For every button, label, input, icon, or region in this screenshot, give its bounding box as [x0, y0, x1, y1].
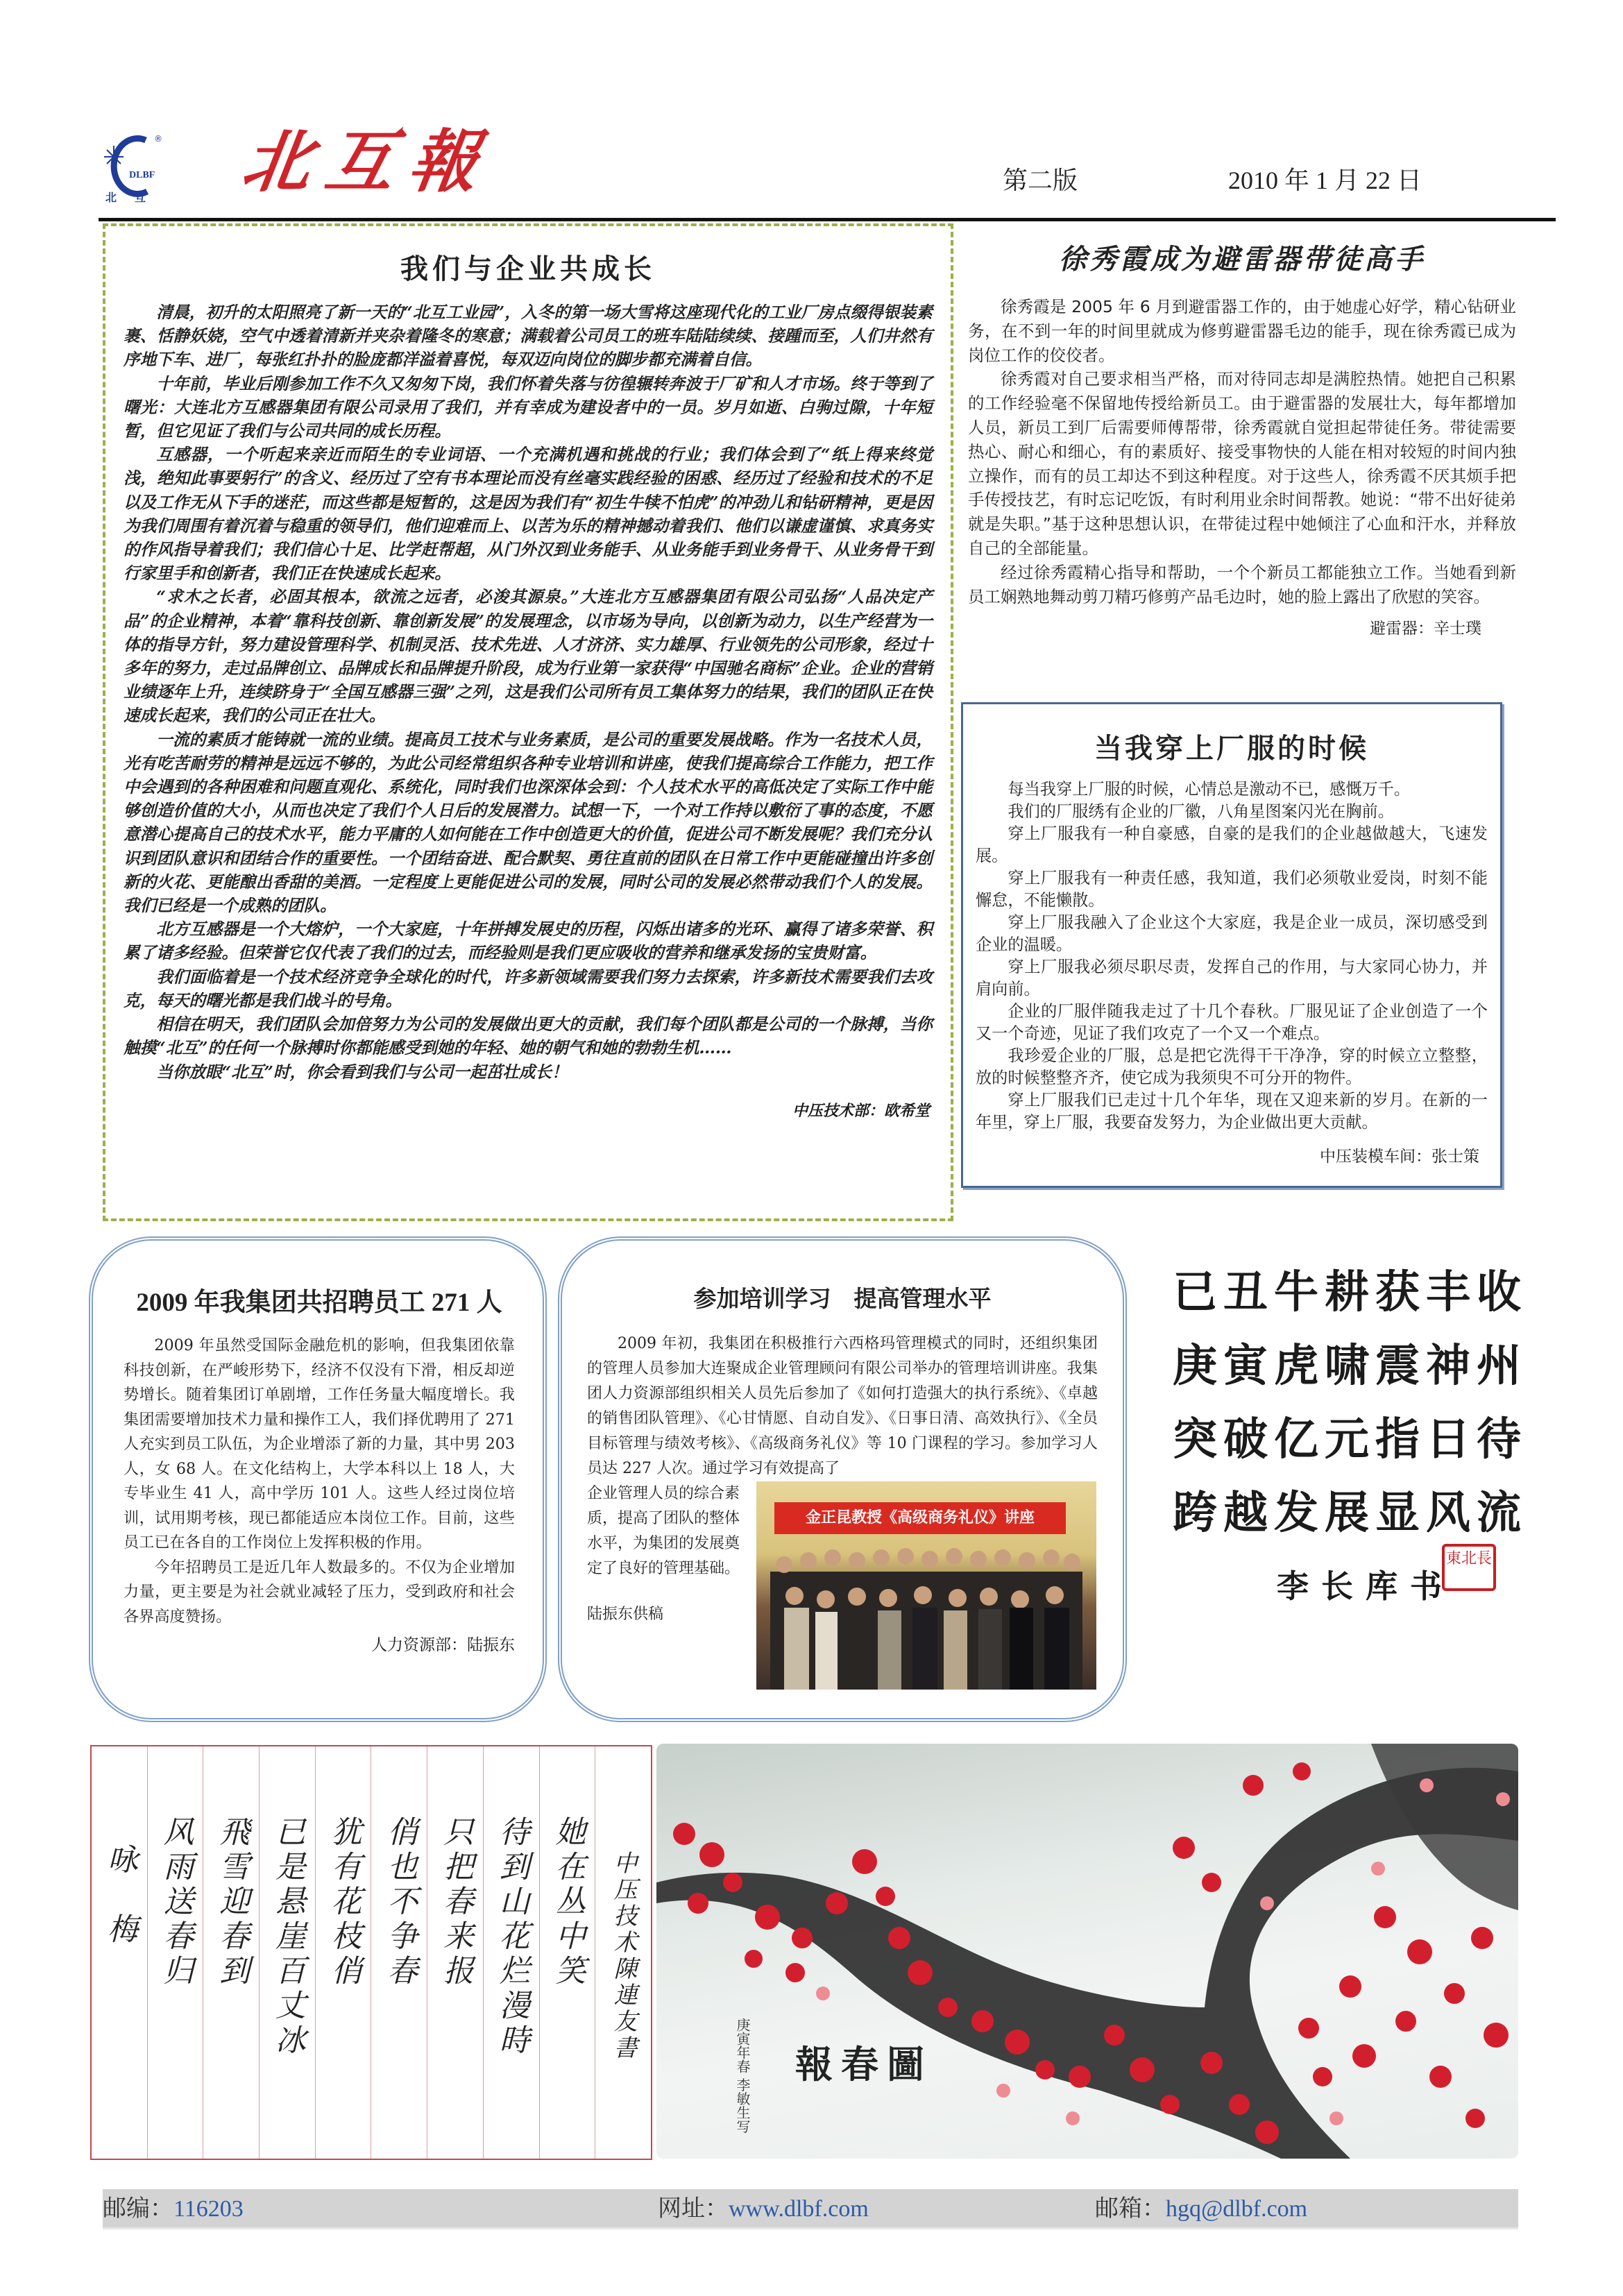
paragraph: 我们面临着是一个技术经济竞争全球化的时代，许多新领域需要我们努力去探索，许多新技术需要我们去攻克，每天的曙光都是我们战斗的号角。: [124, 967, 933, 1010]
website: [658, 2189, 869, 2229]
poem-line: 飛雪迎春到: [214, 1816, 250, 1989]
poem-line: 风雨送春归: [158, 1816, 194, 1989]
red-seal-stamp: [1442, 1544, 1496, 1591]
paragraph: 我们的厂服绣有企业的厂徽，八角星图案闪光在胸前。: [1008, 802, 1394, 821]
article-grow-with-company: [103, 223, 953, 1221]
email: [1095, 2189, 1307, 2229]
email-link[interactable]: hgq@dlbf.com: [1166, 2196, 1308, 2222]
footer-bar: [103, 2189, 1518, 2229]
article-training: [558, 1236, 1127, 1722]
website-label: 网址：: [658, 2196, 729, 2222]
paragraph: 企业管理人员的综合素质，提高了团队的整体水平，为集团的发展奠定了良好的管理基础。: [587, 1485, 740, 1577]
plum-blossom-painting: [656, 1744, 1518, 2159]
article-hiring: [89, 1236, 547, 1722]
edition-label: 第二版: [1003, 167, 1078, 194]
svg-text:®: ®: [154, 134, 162, 144]
painting-inscription: 庚寅年春 李敏生写: [734, 2018, 751, 2134]
email-label: 邮箱：: [1095, 2196, 1166, 2222]
website-link[interactable]: www.dlbf.com: [729, 2196, 869, 2222]
poem-column: [203, 1746, 259, 2159]
article-mentor: [968, 229, 1516, 673]
poem-column: [147, 1746, 203, 2159]
group-photo: [756, 1481, 1096, 1690]
svg-text:北: 北: [105, 191, 117, 204]
text-photo-row: [587, 1481, 1098, 1690]
seal-text: 東北長: [1445, 1550, 1492, 1567]
poem-column: [539, 1746, 595, 2159]
credit: 陆振东供稿: [587, 1606, 664, 1623]
masthead: [104, 122, 1492, 208]
byline: 避雷器：辛士璞: [1370, 620, 1481, 638]
poem-column: [259, 1746, 315, 2159]
paragraph: “求木之长者，必固其根本，欲流之远者，必浚其源泉。”大连北方互感器集团有限公司弘扬“人品决定产品”的企业精神，本着“靠科技创新、靠创新发展”的发展理念，以市场为导向，以创新为动力，以生产经营为一体的指导方针，努力建设管理科学、机制灵活、技术先进、人才济济、实力雄厚、行业领先的公司形象，经过十多年的努力，走过品牌创立、品牌成长和品牌提升阶段，成为行业第一家获得“中国驰名商标”企业。企业的营销业绩逐年上升，连续跻身于“全国互感器三强”之列，这是我们公司所有员工集体努力的结果，我们的团队正在快速成长起来，我们的公司正在壮大。: [124, 587, 933, 726]
paragraph: 北方互感器是一个大熔炉，一个大家庭，十年拼搏发展史的历程，闪烁出诸多的光环、赢得了诸多荣誉、积累了诸多经验。但荣誉它仅代表了我们的过去，而经验则是我们更应吸收的营养和继承发扬的宝贵财富。: [124, 919, 933, 963]
article-body: [124, 300, 933, 1084]
paragraph: 十年前，毕业后刚参加工作不久又匆匆下岗，我们怀着失落与彷徨辗转奔波于厂矿和人才市场。终于等到了曙光：大连北方互感器集团有限公司录用了我们，并有幸成为建设者中的一员。岁月如逝、白驹过隙，十年短暂，但它见证了我们与公司共同的成长历程。: [124, 373, 933, 441]
poem-column: [315, 1746, 371, 2159]
byline: 中压技术部：欧希堂: [792, 1101, 930, 1120]
paragraph: 徐秀霞对自己要求相当严格，而对待同志却是满腔热情。她把自己积累的工作经验毫不保留地传授给新员工。由于避雷器的发展壮大，每年都增加人员，新员工到厂后需要师傅帮带，徐秀霞就自觉担起带徒任务。带徒需要热心、耐心和细心，有的素质好、接受事物快的人能在相对较短的时间内独立操作，而有的员工却达不到这种程度。对于这些人，徐秀霞不厌其烦手把手传授技艺，有时忘记吃饭，有时利用业余时间帮教。她说：“带不出好徒弟就是失职。”基于这种思想认识，在带徒过程中她倾注了心血和汗水，并释放自己的全部能量。: [968, 369, 1516, 558]
couplet-line: 已丑牛耕获丰收: [1173, 1266, 1527, 1318]
calligrapher-signature: 李长库书: [1277, 1567, 1454, 1605]
poem-line: 她在丛中笑: [550, 1816, 586, 1989]
poem-line: 犹有花枝俏: [325, 1816, 362, 1989]
paragraph: 企业的厂服伴随我走过了十几个春秋。厂服见证了企业创造了一个又一个奇迹，见证了我们攻克了一个又一个难点。: [976, 1002, 1488, 1043]
paragraph: 当你放眼“北互”时，你会看到我们与公司一起茁壮成长！: [156, 1062, 568, 1082]
paragraph: 每当我穿上厂服的时候，心情总是激动不已，感慨万千。: [1008, 780, 1411, 799]
plum-blossom-illustration: [656, 1744, 1518, 2159]
photo-banner: 金正昆教授《高级商务礼仪》讲座: [774, 1502, 1066, 1534]
svg-text:互: 互: [135, 191, 146, 204]
couplet-line: 庚寅虎啸震神州: [1173, 1340, 1527, 1392]
dlbf-logo: [104, 132, 167, 205]
paragraph: 2009 年初，我集团在积极推行六西格玛管理模式的同时，还组织集团的管理人员参加大连聚成企业管理顾问有限公司举办的管理培训讲座。我集团人力资源部组织相关人员先后参加了《如何打造强大的执行系统》、《卓越的销售团队管理》、《心甘情愿、自动自发》、《日事日清、高效执行》、《全员目标管理与绩效考核》、《高级商务礼仪》等 10 门课程的学习。参加学习人员达 227 人次。通过学习有效提高了: [587, 1335, 1098, 1477]
paragraph: 穿上厂服我必须尽职尽责，发挥自己的作用，与大家同心协力，并肩向前。: [976, 958, 1488, 998]
byline: 人力资源部：陆振东: [371, 1636, 515, 1654]
postcode-value: 116203: [173, 2196, 244, 2222]
couplet-line: 跨越发展显风流: [1173, 1487, 1527, 1539]
paragraph: 我珍爱企业的厂服，总是把它洗得干干净净，穿的时候立立整整，放的时候整整齐齐，使它成为我须臾不可分开的物件。: [976, 1046, 1488, 1087]
poem-line: 待到山花烂漫時: [493, 1816, 529, 2059]
paragraph: 穿上厂服我有一种责任感，我知道，我们必须敬业爱岗，时刻不能懈怠，不能懒散。: [976, 869, 1488, 910]
poem-line: 已是悬崖百丈冰: [269, 1816, 305, 2059]
article-title: 当我穿上厂服的时候: [1094, 733, 1369, 765]
paragraph: 穿上厂服我有一种自豪感，自豪的是我们的企业越做越大，飞速发展。: [976, 824, 1488, 865]
paragraph: 相信在明天，我们团队会加倍努力为公司的发展做出更大的贡献，我们每个团队都是公司的一个脉搏，当你触摸“北互”的任何一个脉搏时你都能感受到她的年轻、她的朝气和她的勃勃生机……: [124, 1014, 933, 1058]
couplet-line: 突破亿元指日待: [1173, 1413, 1527, 1465]
paragraph: 经过徐秀霞精心指导和帮助，一个个新员工都能独立工作。当她看到新员工娴熟地舞动剪刀精巧修剪产品毛边时，她的脸上露出了欣慰的笑容。: [968, 562, 1516, 606]
poem-title: 咏梅: [101, 1844, 137, 1982]
postcode-label: 邮编：: [103, 2196, 173, 2222]
paragraph: 清晨，初升的太阳照亮了新一天的“北互工业园”，入冬的第一场大雪将这座现代化的工业厂房点缀得银装素裹、恬静妖娆，空气中透着清新并夹杂着隆冬的寒意；满载着公司员工的班车陆陆续续、接踵而至，人们井然有序地下车、进厂，每张红扑扑的脸庞都洋溢着喜悦，每双迈向岗位的脚步都充满着自信。: [124, 303, 933, 370]
paragraph-continued: [587, 1481, 747, 1690]
poem-title-column: [92, 1746, 147, 2159]
poem-line: 俏也不争春: [382, 1816, 418, 1989]
issue-date: 2010 年 1 月 22 日: [1228, 167, 1422, 194]
poem-column: [483, 1746, 539, 2159]
byline: 中压装模车间：张士策: [1320, 1148, 1479, 1166]
paragraph: 徐秀霞是 2005 年 6 月到避雷器工作的，由于她虚心好学，精心钻研业务，在不到一年的时间里就成为修剪避雷器毛边的能手，现在徐秀霞已成为岗位工作的佼佼者。: [968, 297, 1516, 365]
paragraph: 穿上厂服我融入了企业这个大家庭，我是企业一成员，深切感受到企业的温暖。: [976, 913, 1488, 954]
poem-line: 只把春来报: [438, 1816, 474, 1989]
poem-ode-to-plum: [90, 1745, 652, 2160]
crowd-illustration: [756, 1530, 1096, 1690]
article-uniform: [961, 702, 1502, 1188]
poem-author-column: [595, 1746, 651, 2159]
postcode: [103, 2189, 244, 2229]
article-title: 徐秀霞成为避雷器带徒高手: [1059, 243, 1425, 275]
paragraph: 2009 年虽然受国际金融危机的影响，但我集团依靠科技创新，在严峻形势下，经济不仅没有下滑，相反却逆势增长。随着集团订单剧增，工作任务量大幅度增长。我集团需要增加技术力量和操作工人，我们择优聘用了 271 人充实到员工队伍，为企业增添了新的力量，其中男 203 人，女 68 人。在文化结构上，大学本科以上 18 人，大专毕业生 41 人，高中学历 101 人。这些人经过岗位培训，试用期考核，现已都能适应本岗位工作。目前，这些员工已在各自的工作岗位上发挥积极的作用。: [124, 1336, 515, 1551]
masthead-rule: [99, 218, 1556, 221]
poem-author: 中压技术陳連友書: [609, 1851, 638, 2061]
painting-title: 報春圖: [795, 2042, 933, 2086]
article-title: 参加培训学习 提高管理水平: [693, 1285, 992, 1312]
paragraph: 穿上厂服我们已走过十几个年华，现在又迎来新的岁月。在新的一年里，穿上厂服，我要奋发努力，为企业做出更大贡献。: [976, 1091, 1488, 1132]
newspaper-title: 北互報: [237, 122, 499, 202]
article-title: 我们与企业共成长: [400, 253, 656, 285]
poem-column: [371, 1746, 427, 2159]
logo-icon: [104, 132, 167, 205]
paragraph: 一流的素质才能铸就一流的业绩。提高员工技术与业务素质，是公司的重要发展战略。作为一名技术人员，光有吃苦耐劳的精神是远远不够的，为此公司经常组织各种专业培训和讲座，使我们提高综合工作能力，把工作中会遇到的各种困难和问题直观化、系统化，同时我们也深深体会到：个人技术水平的高低决定了实际工作中能够创造价值的大小，从而也决定了我们个人日后的发展潜力。试想一下，一个对工作持以敷衍了事的态度，不愿意潜心提高自己的技术水平，能力平庸的人如何能在工作中创造更大的价值，促进公司不断发展呢？我们充分认识到团队意识和团结合作的重要性。一个团结奋进、配合默契、勇往直前的团队在日常工作中更能碰撞出许多创新的火花、更能酿出香甜的美酒。一定程度上更能促进公司的发展，同时公司的发展必然带动我们个人的发展。我们已经是一个成熟的团队。: [124, 729, 933, 916]
svg-text:DLBF: DLBF: [129, 170, 155, 180]
paragraph: 今年招聘员工是近几年人数最多的。不仅为企业增加力量，更主要是为社会就业减轻了压力，受到政府和社会各界高度赞扬。: [124, 1558, 515, 1626]
poem-column: [427, 1746, 483, 2159]
paragraph: 互感器，一个听起来亲近而陌生的专业词语、一个充满机遇和挑战的行业；我们体会到了“纸上得来终觉浅，绝知此事要躬行”的含义、经历过了空有书本理论而没有丝毫实践经验的困惑、经历过了经验和技术的不足以及工作无从下手的迷茫，而这些都是短暂的，这是因为我们有“初生牛犊不怕虎”的冲劲儿和钻研精神，更是因为我们周围有着沉着与稳重的领导们，他们迎难而上、以苦为乐的精神撼动着我们、他们以谦虚谨慎、求真务实的作风指导着我们；我们信心十足、比学赶帮超，从门外汉到业务能手、从业务能手到业务骨干、从业务骨干到行家里手和创新者，我们正在快速成长起来。: [124, 445, 933, 584]
article-title: 2009 年我集团共招聘员工 271 人: [136, 1289, 502, 1317]
